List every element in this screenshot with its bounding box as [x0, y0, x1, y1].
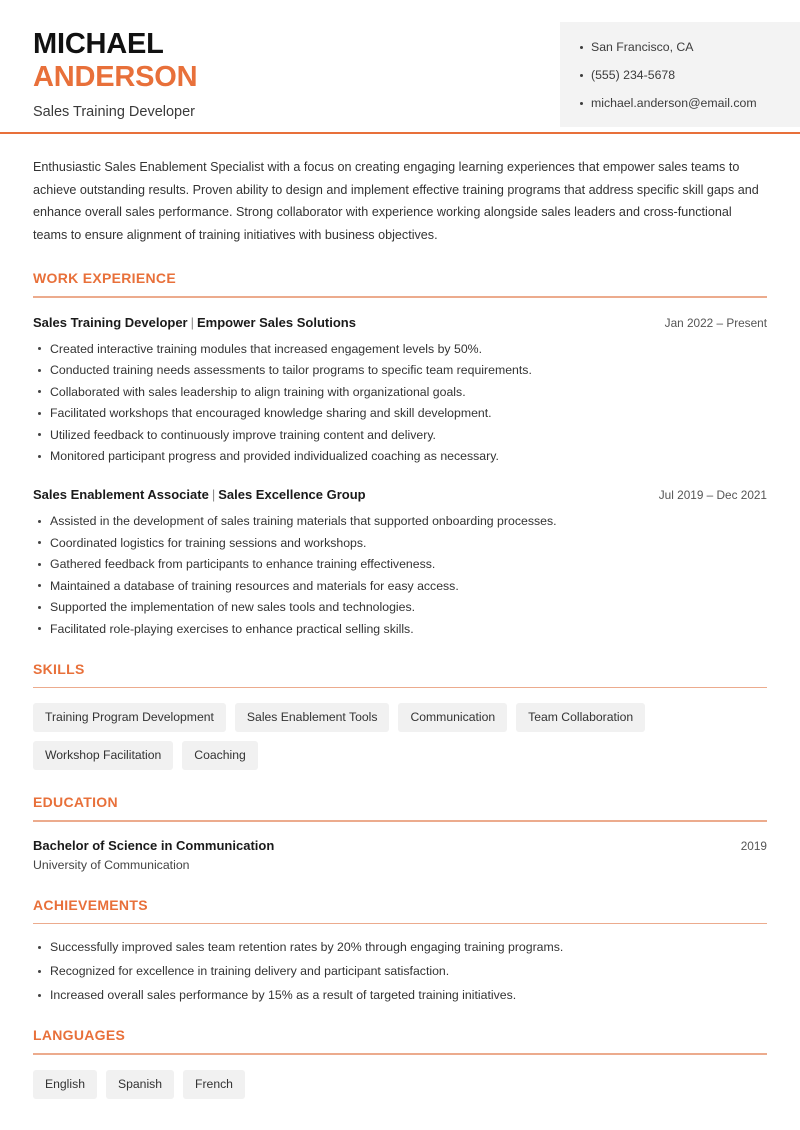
skill-chip: Training Program Development [33, 703, 226, 732]
header-divider [0, 132, 800, 134]
section-divider [33, 820, 767, 822]
experience-entry [33, 486, 767, 637]
experience-date: Jan 2022 – Present [664, 315, 767, 330]
section-title-education: EDUCATION [33, 794, 118, 810]
bullet-item: Assisted in the development of sales training materials that supported onboarding processes. [33, 513, 767, 529]
section-divider [33, 687, 767, 689]
skill-chip: Team Collaboration [516, 703, 645, 732]
contact-email[interactable]: michael.anderson@email.com [578, 96, 786, 111]
full-name [33, 28, 197, 94]
education-entry-header [33, 837, 767, 854]
title-separator: | [211, 487, 216, 502]
section-divider [33, 1053, 767, 1055]
experience-bullets [33, 513, 767, 637]
section-work-experience [33, 270, 767, 637]
identity-block [0, 22, 197, 121]
first-name: MICHAEL [33, 28, 164, 60]
experience-date: Jul 2019 – Dec 2021 [658, 488, 767, 502]
experience-title-line [33, 314, 356, 331]
languages-chip-row [33, 1070, 767, 1099]
achievements-bullets [33, 939, 767, 1003]
section-education [33, 794, 767, 873]
section-title-achievements: ACHIEVEMENTS [33, 896, 148, 913]
job-title: Sales Training Developer [33, 104, 196, 120]
bullet-item: Maintained a database of training resources and materials for easy access. [33, 578, 767, 594]
contact-list [578, 40, 786, 111]
experience-company: Sales Excellence Group [218, 487, 366, 502]
education-year: 2019 [740, 838, 767, 853]
bullet-item: Utilized feedback to continuously improve training content and delivery. [33, 427, 767, 443]
experience-role: Sales Training Developer [33, 314, 188, 330]
section-divider [33, 923, 767, 925]
skills-chip-row [33, 703, 767, 770]
language-chip: English [33, 1070, 97, 1099]
last-name: ANDERSON [33, 61, 198, 93]
bullet-item: Facilitated role-playing exercises to enhance practical selling skills. [33, 621, 767, 637]
bullet-item: Recognized for excellence in training delivery and participant satisfaction. [33, 963, 767, 979]
bullet-item: Facilitated workshops that encouraged knowledge sharing and skill development. [33, 405, 767, 421]
section-title-skills: SKILLS [33, 660, 85, 677]
bullet-item: Monitored participant progress and provided individualized coaching as necessary. [33, 448, 767, 464]
skill-chip: Coaching [182, 741, 258, 770]
skill-chip: Sales Enablement Tools [235, 703, 390, 732]
contact-phone[interactable]: (555) 234-5678 [578, 68, 786, 83]
title-separator: | [190, 314, 195, 330]
resume-content [0, 156, 800, 1099]
contact-location: San Francisco, CA [578, 40, 786, 55]
section-skills [33, 661, 767, 771]
section-title-work-experience: WORK EXPERIENCE [33, 270, 176, 286]
bullet-item: Gathered feedback from participants to enhance training effectiveness. [33, 556, 767, 572]
section-achievements [33, 897, 767, 1004]
bullet-item: Conducted training needs assessments to tailor programs to specific team requirements. [33, 362, 767, 378]
resume-header [0, 0, 800, 132]
bullet-item: Supported the implementation of new sales tools and technologies. [33, 599, 767, 615]
contact-box [560, 22, 800, 127]
education-school: University of Communication [33, 857, 190, 872]
section-title-languages: LANGUAGES [33, 1027, 126, 1043]
bullet-item: Created interactive training modules that increased engagement levels by 50%. [33, 341, 767, 357]
education-entry [33, 837, 767, 873]
bullet-item: Coordinated logistics for training sessions and workshops. [33, 535, 767, 551]
language-chip: French [183, 1070, 245, 1099]
education-degree: Bachelor of Science in Communication [33, 837, 275, 853]
skill-chip: Communication [398, 703, 507, 732]
experience-bullets [33, 341, 767, 465]
section-languages [33, 1027, 767, 1099]
section-divider [33, 296, 767, 298]
bullet-item: Increased overall sales performance by 15% as a result of targeted training initiatives. [33, 987, 767, 1003]
bullet-item: Successfully improved sales team retention rates by 20% through engaging training programs. [33, 939, 767, 955]
experience-role: Sales Enablement Associate [33, 487, 209, 502]
language-chip: Spanish [106, 1070, 174, 1099]
experience-entry-header [33, 314, 767, 332]
experience-entry-header [33, 486, 767, 504]
bullet-item: Collaborated with sales leadership to align training with organizational goals. [33, 384, 767, 400]
experience-title-line [33, 486, 366, 503]
professional-summary: Enthusiastic Sales Enablement Specialist with a focus on creating engaging learning experiences that empower sales teams to achieve outstanding results. Proven ability to design and implement effective training programs that address specific skill gaps and enhance overall sales performance. Strong collaborator with experience working alongside sales leaders and cross-functional teams to ensure alignment of training initiatives with business objectives. [33, 160, 759, 242]
experience-company: Empower Sales Solutions [197, 314, 356, 330]
experience-entry [33, 314, 767, 465]
skill-chip: Workshop Facilitation [33, 741, 173, 770]
